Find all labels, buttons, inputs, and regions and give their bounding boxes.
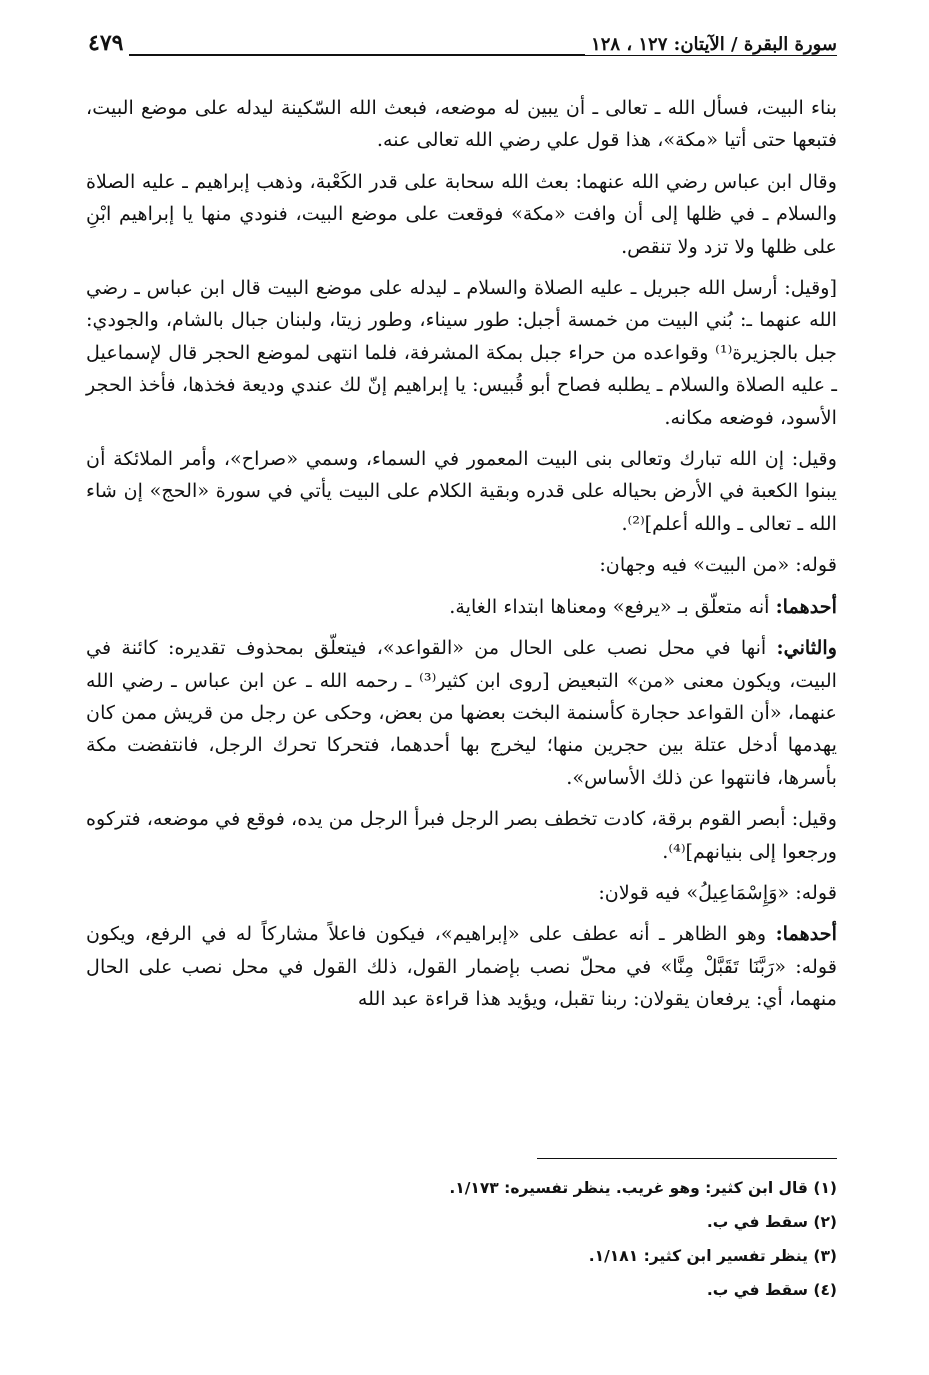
paragraph xyxy=(86,877,837,909)
paragraph xyxy=(86,632,837,794)
paragraph xyxy=(86,918,837,1015)
paragraph-text: وقيل: أبصر القوم برقة، كادت تخطف بصر الرجل فبرأ الرجل من يده، فوقع في موضعه، فتركوه ورجعوا إلى بنيانهم]⁽⁴⁾. xyxy=(86,807,837,863)
footnote-4: (٤) سقط في ب. xyxy=(706,1281,837,1299)
paragraph xyxy=(86,591,837,623)
paragraph-text: أنه متعلّق بـ «يرفع» ومعناها ابتداء الغاية. xyxy=(449,594,776,618)
paragraph-text: [وقيل: أرسل الله جبريل ـ عليه الصلاة والسلام ـ ليدله على موضع البيت قال ابن عباس ـ رضي الله عنهما ـ: بُني البيت من خمسة أجبل: طور سيناء، وطور زيتا، ولبنان جبال بالشام، والجودي: جبل بالجزيرة⁽¹⁾ وقواعده من حراء جبل بمكة المشرفة، فلما انتهى لموضع الحجر قال لإسماعيل ـ عليه الصلاة والسلام ـ يطلبه فصاح أبو قُبيس: يا إبراهيم إنّ لك عندي وديعة فخذها، فأخذ الحجر الأسود، فوضعه مكانه. xyxy=(86,276,838,429)
running-title: سورة البقرة / الآيتان: ١٢٧ ، ١٢٨ xyxy=(585,34,837,55)
paragraph xyxy=(86,549,837,581)
paragraph xyxy=(86,443,837,540)
paragraph xyxy=(86,166,837,263)
page-header xyxy=(88,30,837,62)
paragraph xyxy=(86,803,837,868)
paragraph-text: وقيل: إن الله تبارك وتعالى بنى البيت المعمور في السماء، وسمي «صراح»، وأمر الملائكة أن يبنوا الكعبة في الأرض بحياله على قدره وبقية الكلام على البيت يأتي في سورة «الحج» إن شاء الله ـ تعالى ـ والله أعلم]⁽²⁾. xyxy=(86,447,837,535)
paragraph-text: قوله: «وَإِسْمَاعِيلُ» فيه قولان: xyxy=(598,880,837,904)
footnote-1: (١) قال ابن كثير: وهو غريب. ينظر تفسيره: ١/١٧٣. xyxy=(449,1179,837,1197)
footnote-3: (٣) ينظر تفسير ابن كثير: ١/١٨١. xyxy=(588,1247,837,1265)
paragraph-text: وهو الظاهر ـ أنه عطف على «إبراهيم»، فيكون فاعلاً مشاركاً له في الرفع، ويكون قوله: «رَبَّنَا تَقَبَّلْ مِنَّا» في محلّ نصب بإضمار القول، ذلك القول في محل نصب على الحال منهما، أي: يرفعان يقولان: ربنا تقبل، ويؤيد هذا قراءة عبد الله xyxy=(86,922,837,1011)
footnote-rule xyxy=(537,1158,837,1159)
footnote-2: (٢) سقط في ب. xyxy=(706,1213,837,1231)
paragraph xyxy=(86,272,837,434)
paragraph-text: أنها في محل نصب على الحال من «القواعد»، فيتعلّق بمحذوف تقديره: كائنة في البيت، ويكون معنى «من» التبعيض [روى ابن كثير⁽³⁾ ـ رحمه الله ـ عن ابن عباس ـ رضي الله عنهما، «أن القواعد حجارة كأسنمة البخت بعضها من بعض، وحكى عن رجل من قريش ممن كان يهدمها أدخل عتلة بين حجرين منها؛ ليخرج بها أحدهما، فتحركا تحرك الرجل، فانتفضت مكة بأسرها، فانتهوا عن ذلك الأساس». xyxy=(86,636,837,789)
paragraph-text: وقال ابن عباس رضي الله عنهما: بعث الله سحابة على قدر الكَعْبة، وذهب إبراهيم ـ عليه الصلاة والسلام ـ في ظلها إلى أن وافت «مكة» فوقعت على موضع البيت، فنودي منها يا إبراهيم ابْنِ على ظلها ولا تزد ولا تنقص. xyxy=(86,169,837,258)
footnotes xyxy=(86,1158,837,1307)
paragraph-lead: أحدهما: xyxy=(775,922,837,946)
paragraph-text: بناء البيت، فسأل الله ـ تعالى ـ أن يبين له موضعه، فبعث الله السّكينة ليدله على موضع البيت، فتبعها حتى أتيا «مكة»، هذا قول علي رضي الله تعالى عنه. xyxy=(86,96,837,152)
paragraph-text: قوله: «من البيت» فيه وجهان: xyxy=(599,553,837,577)
paragraph-lead: أحدهما: xyxy=(775,594,837,618)
main-text xyxy=(86,92,837,1025)
paragraph xyxy=(86,92,837,157)
paragraph-lead: والثاني: xyxy=(776,636,837,660)
page-number: ٤٧٩ xyxy=(88,30,129,56)
